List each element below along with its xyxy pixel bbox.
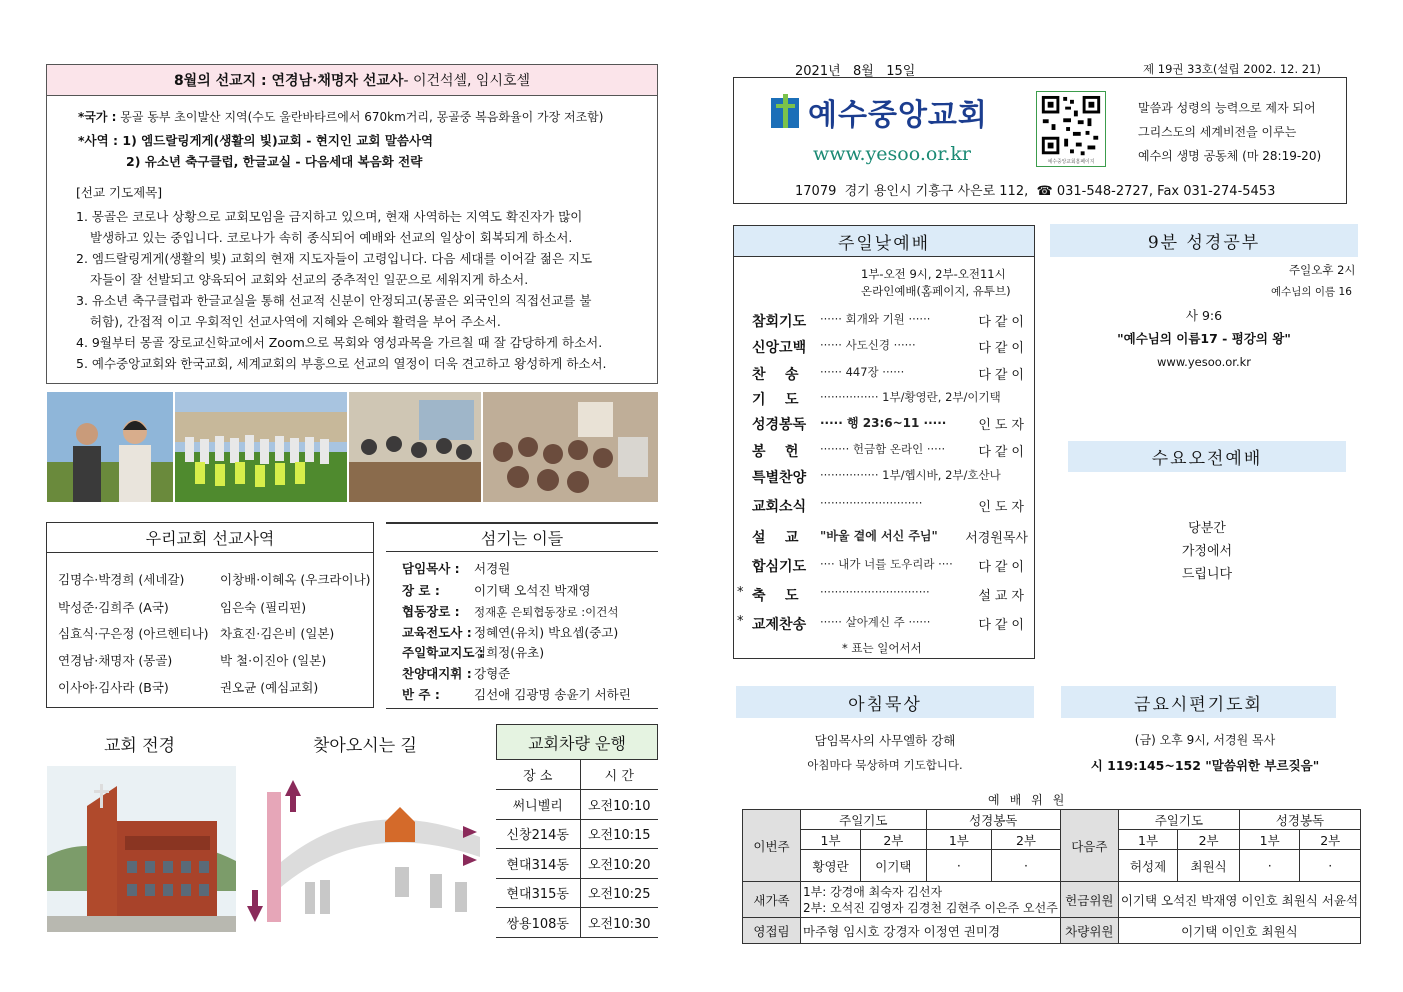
- service-item-name: 성경봉독: [752, 417, 807, 433]
- stop-name: 현대315동: [496, 878, 580, 908]
- service-item-leader: 설교자: [978, 589, 1028, 604]
- service-item-name: 설 교: [752, 530, 799, 546]
- service-item-content: ······························: [820, 585, 930, 599]
- prayer-line: 발생하고 있는 중입니다. 코로나가 속히 종식되어 예배와 선교의 일상이 회복되게 하소서.: [90, 230, 573, 245]
- service-item-content: ····· 행 23:6~11 ·····: [820, 416, 947, 430]
- bible-study-title: 9분 성경공부: [1050, 224, 1358, 257]
- duty-name: ·: [992, 850, 1061, 882]
- table-row: [496, 849, 658, 879]
- stop-time: 오전10:25: [580, 878, 658, 908]
- service-item-name: 기 도: [752, 392, 799, 408]
- vehicle-duty-label: 차량위원: [1060, 918, 1118, 944]
- church-view-heading: 교회 전경: [104, 736, 176, 756]
- missionary-entry: 연경남·채명자 (몽골): [58, 653, 173, 668]
- servant-names: 서경원: [474, 561, 511, 576]
- service-time: 1부-오전 9시, 2부-오전11시: [861, 267, 1006, 281]
- new-family-line: 2부: 오석진 김영자 김경천 김현주 이은주 오선주: [803, 900, 1058, 915]
- column-header: 2부: [992, 830, 1061, 850]
- wednesday-line: 가정에서: [1181, 544, 1233, 559]
- qr-caption: 예수중앙교회홈페이지: [1047, 159, 1095, 165]
- service-item: [752, 311, 1028, 331]
- sermon-title: "바울 곁에 서신 주님": [820, 529, 938, 543]
- servant-row: [402, 602, 619, 620]
- friday-prayer-time: (금) 오후 9시, 서경원 목사: [1134, 733, 1276, 747]
- missionary-entry: 차효진·김은비 (일본): [220, 626, 335, 641]
- service-item-content: ······ 447장 ······: [820, 365, 905, 379]
- service-item-name: 참회기도: [752, 314, 807, 330]
- table-header-row: [496, 760, 658, 790]
- service-item-name: 특별찬양: [752, 470, 807, 486]
- servant-role: 장 로 :: [402, 583, 440, 598]
- table-row: [496, 878, 658, 908]
- wednesday-line: 드립니다: [1181, 567, 1233, 582]
- vehicle-title: 교회차량 운행: [496, 724, 658, 760]
- bible-study-time: 주일오후 2시: [1289, 263, 1356, 277]
- church-address: 17079 경기 용인시 기흥구 사은로 112, ☎ 031-548-2727, Fax 031-274-5453: [795, 184, 1276, 199]
- servant-role: 주일학교지도 :: [402, 645, 484, 660]
- service-item-name: 봉 헌: [752, 444, 799, 460]
- stop-name: 현대314동: [496, 849, 580, 879]
- duty-name: ·: [1300, 850, 1361, 882]
- greeting-names: 마주형 임시호 강경자 이정연 권미경: [801, 918, 1061, 944]
- duty-name: 황영란: [801, 850, 861, 882]
- motto-line: 그리스도의 세계비전을 이루는: [1138, 125, 1297, 139]
- wednesday-notice: [1068, 517, 1346, 586]
- column-header: 1부: [1118, 830, 1177, 850]
- service-online: 온라인예배(홈페이지, 유투브): [861, 284, 1011, 298]
- duty-name: 이기택: [861, 850, 926, 882]
- service-item: [752, 527, 1028, 547]
- duty-table: [742, 809, 1361, 944]
- servant-row: [402, 664, 510, 682]
- column-header: 성경봉독: [926, 810, 1060, 830]
- column-header: 장 소: [496, 760, 580, 790]
- vehicle-schedule: [496, 724, 658, 938]
- church-name: 예수중앙교회: [808, 98, 988, 133]
- directions-heading: 찾아오시는 길: [313, 736, 417, 756]
- morning-meditation-title: 아침묵상: [736, 686, 1034, 718]
- service-item: [752, 585, 1028, 605]
- service-item-content: ···· 내가 너를 도우리라 ····: [820, 557, 953, 571]
- duty-title: 예배위원: [988, 793, 1075, 807]
- class-photo: [349, 392, 481, 502]
- missionary-entry: 김명수·박경희 (세네갈): [58, 572, 185, 587]
- service-item-leader: 다같이: [978, 618, 1028, 633]
- service-item-leader: 다같이: [978, 445, 1028, 460]
- servant-names: 이기택 오석진 박재영: [474, 583, 591, 598]
- table-row: [496, 790, 658, 820]
- service-item-name: 교회소식: [752, 499, 807, 515]
- service-item-content: ······ 사도신경 ······: [820, 338, 916, 352]
- directions-map: [245, 762, 490, 934]
- table-row: [743, 918, 1361, 944]
- motto-line: 말씀과 성령의 능력으로 제자 되어: [1138, 101, 1316, 115]
- service-item: [752, 364, 1028, 384]
- mission-title-main: 8월의 선교지 : 연경남·채명자 선교사: [173, 73, 404, 89]
- duty-name: ·: [926, 850, 991, 882]
- bible-study-reference: 사 9:6: [1185, 308, 1223, 323]
- new-family-line: 1부: 강경애 최숙자 김선자: [803, 884, 943, 899]
- duty-name: 최원식: [1178, 850, 1240, 882]
- service-item-name: 합심기도: [752, 559, 807, 575]
- new-family-label: 새가족: [743, 882, 801, 918]
- column-header: 시 간: [580, 760, 658, 790]
- standing-marker: *: [737, 585, 744, 600]
- servant-row: [402, 581, 591, 599]
- service-item-leader: 다같이: [978, 560, 1028, 575]
- mission-photos: [47, 392, 658, 502]
- work-1: 1) 엠드랄링게게(생활의 빛)교회 - 현지인 교회 말씀사역: [122, 133, 434, 148]
- offering-names: 이기택 오석진 박재영 이인호 최원식 서윤석: [1118, 882, 1360, 918]
- standing-marker: *: [737, 614, 744, 629]
- service-item-content: ····························: [820, 496, 923, 510]
- wednesday-service-title: 수요오전예배: [1068, 441, 1346, 472]
- service-item: [752, 441, 1028, 461]
- service-item-content: ········ 헌금함 온라인 ·····: [820, 442, 946, 456]
- servant-role: 반 주 :: [402, 687, 440, 702]
- stop-name: 신창214동: [496, 819, 580, 849]
- service-title: 주일낮예배: [733, 225, 1035, 257]
- servant-names: 정혜연(유치) 박요셉(중고): [474, 625, 619, 640]
- friday-prayer-text: 시 119:145~152 "말씀위한 부르짖음": [1090, 758, 1320, 773]
- church-logo-icon: [771, 94, 799, 128]
- friday-prayer-title: 금요시편기도회: [1061, 686, 1336, 718]
- bulletin-volume: 제 19권 33호(설립 2002. 12. 21): [1143, 62, 1321, 76]
- bulletin-date: 2021년 8월 15일: [795, 64, 916, 79]
- stop-time: 오전10:15: [580, 819, 658, 849]
- missionary-entry: 이사야·김사라 (B국): [58, 680, 169, 695]
- greeting-label: 영접림: [743, 918, 801, 944]
- mission-title-cells: - 이건석셀, 임시호셀: [403, 73, 531, 89]
- missionary-entry: 박성준·김희주 (A국): [58, 600, 169, 615]
- work-2: 2) 유소년 축구클럽, 한글교실 - 다음세대 복음화 전략: [126, 154, 423, 169]
- servant-names: 김희정(유초): [474, 645, 545, 660]
- worship-photo: [483, 392, 658, 502]
- church-website: www.yesoo.or.kr: [813, 143, 971, 165]
- stop-name: 쌍용108동: [496, 908, 580, 938]
- service-item-name: 찬 송: [752, 367, 799, 383]
- servant-row: [402, 685, 631, 703]
- mission-title: [46, 64, 658, 96]
- column-header: 1부: [801, 830, 861, 850]
- prayer-line: 2. 엠드랄링게게(생활의 빛) 교회의 현재 지도자들이 고령입니다. 다음 세대를 이어갈 젊은 지도: [76, 251, 593, 266]
- column-header: 주일기도: [801, 810, 927, 830]
- bible-study-website: www.yesoo.or.kr: [1157, 355, 1251, 369]
- service-item: [752, 337, 1028, 357]
- service-item-name: 신앙고백: [752, 340, 807, 356]
- servant-names: 강형준: [474, 666, 511, 681]
- vehicle-table: [496, 760, 658, 938]
- service-item-leader: 다같이: [978, 368, 1028, 383]
- prayer-line: 1. 몽골은 코로나 상황으로 교회모임을 금지하고 있으며, 현재 사역하는 지역도 확진자가 많이: [76, 209, 583, 224]
- prayer-heading: [선교 기도제목]: [76, 185, 163, 200]
- prayer-list: [76, 206, 646, 374]
- country-text: 몽골 동부 초이발산 지역(수도 울란바타르에서 670km거리, 몽골중 복음화율이 가장 저조함): [120, 110, 604, 124]
- vehicle-duty-names: 이기택 이인호 최원식: [1118, 918, 1360, 944]
- bible-study-series: 예수님의 이름 16: [1271, 286, 1352, 298]
- missionary-couple-photo: [47, 392, 173, 502]
- service-item: [752, 496, 1028, 516]
- wednesday-line: 당분간: [1188, 521, 1226, 536]
- motto-line: 예수의 생명 공동체 (마 28:19-20): [1138, 149, 1322, 163]
- service-item: [752, 414, 1028, 434]
- prayer-line: 4. 9월부터 몽골 장로교신학교에서 Zoom으로 목회와 영성과목을 가르칠 때 잘 감당하게 하소서.: [76, 335, 603, 350]
- table-row: [743, 830, 1361, 850]
- service-item-leader: 서경원목사: [965, 531, 1028, 546]
- servant-names: 정재훈 은퇴협동장로 :이건석: [474, 605, 619, 619]
- duty-name: 허성제: [1118, 850, 1177, 882]
- missionary-entry: 박 철·이진아 (일본): [220, 653, 327, 668]
- table-row: [743, 882, 1361, 918]
- service-item-leader: 인도자: [978, 500, 1028, 515]
- prayer-line: 허함), 간접적 이고 우회적인 선교사역에 지혜와 은혜와 활력을 부어 주소서.: [90, 314, 501, 329]
- servant-row: [402, 643, 544, 661]
- service-item-content: ······ 회개와 기원 ······: [820, 312, 931, 326]
- service-item: [752, 467, 1028, 487]
- table-row: [496, 908, 658, 938]
- work-label: *사역 :: [78, 133, 119, 148]
- mission-country: [78, 108, 603, 125]
- qr-code-icon: [1036, 91, 1106, 167]
- mission-work: [78, 131, 433, 149]
- duty-name: ·: [1239, 850, 1300, 882]
- service-item-leader: 다같이: [978, 315, 1028, 330]
- football-club-photo: [175, 392, 347, 502]
- column-header: 1부: [1239, 830, 1300, 850]
- missionary-entry: 임은숙 (필리핀): [220, 600, 307, 615]
- missionary-entry: 이창배·이혜옥 (우크라이나): [220, 572, 371, 587]
- morning-meditation-line: 담임목사의 사무엘하 강해: [814, 733, 956, 748]
- prayer-line: 5. 예수중앙교회와 한국교회, 세계교회의 부흥으로 선교의 열정이 더욱 견고하고 왕성하게 하소서.: [76, 356, 607, 371]
- service-item: [752, 389, 1028, 409]
- table-row: [743, 810, 1361, 830]
- missionary-entry: 권오균 (예심교회): [220, 680, 319, 695]
- standing-note: * 표는 일어서서: [842, 641, 922, 655]
- offering-label: 헌금위원: [1060, 882, 1118, 918]
- new-family-names: [801, 882, 1061, 918]
- church-motto: [1138, 96, 1321, 168]
- table-row: [496, 819, 658, 849]
- service-item: [752, 556, 1028, 576]
- servant-role: 교육전도사 :: [402, 625, 472, 640]
- service-item-leader: 인도자: [978, 418, 1028, 433]
- stop-time: 오전10:30: [580, 908, 658, 938]
- column-header: 2부: [861, 830, 926, 850]
- church-building-photo: [47, 766, 236, 932]
- stop-time: 오전10:10: [580, 790, 658, 820]
- table-row: [743, 850, 1361, 882]
- this-week-label: 이번주: [743, 810, 801, 882]
- service-item-content: ······ 살아계신 주 ······: [820, 615, 931, 629]
- our-missions-title: 우리교회 선교사역: [47, 523, 373, 553]
- servant-role: 협동장로 :: [402, 604, 460, 619]
- servant-row: [402, 559, 510, 577]
- stop-name: 써니벨리: [496, 790, 580, 820]
- service-item-leader: 다같이: [978, 341, 1028, 356]
- service-item: [752, 614, 1028, 634]
- missionary-entry: 심효식·구은정 (아르헨티나): [58, 626, 209, 641]
- column-header: 2부: [1300, 830, 1361, 850]
- servant-role: 담임목사 :: [402, 561, 460, 576]
- service-item-name: 교제찬송: [752, 617, 807, 633]
- servant-role: 찬양대지휘 :: [402, 666, 472, 681]
- next-week-label: 다음주: [1060, 810, 1118, 882]
- country-label: *국가 :: [78, 110, 117, 124]
- service-item-name: 축 도: [752, 588, 799, 604]
- servant-names: 김선애 김광명 송윤기 서하린: [474, 687, 631, 702]
- morning-meditation-line: 아침마다 묵상하며 기도합니다.: [807, 758, 963, 772]
- column-header: 주일기도: [1118, 810, 1239, 830]
- column-header: 성경봉독: [1239, 810, 1360, 830]
- servant-row: [402, 623, 618, 641]
- bible-study-topic: "예수님의 이름17 - 평강의 왕": [1117, 331, 1291, 346]
- prayer-line: 3. 유소년 축구클럽과 한글교실을 통해 선교적 신분이 안정되고(몽골은 외국인의 직접선교를 불: [76, 293, 592, 308]
- column-header: 1부: [926, 830, 991, 850]
- service-item-content: ················ 1부/헵시바, 2부/호산나: [820, 468, 1001, 482]
- divider: [386, 708, 658, 709]
- prayer-line: 자들이 잘 선발되고 양육되어 교회와 선교의 중추적인 일꾼으로 세워지게 하소서.: [90, 272, 529, 287]
- column-header: 2부: [1178, 830, 1240, 850]
- stop-time: 오전10:20: [580, 849, 658, 879]
- service-item-content: ················ 1부/황영란, 2부/이기택: [820, 390, 1001, 404]
- servants-title: 섬기는 이들: [386, 522, 658, 552]
